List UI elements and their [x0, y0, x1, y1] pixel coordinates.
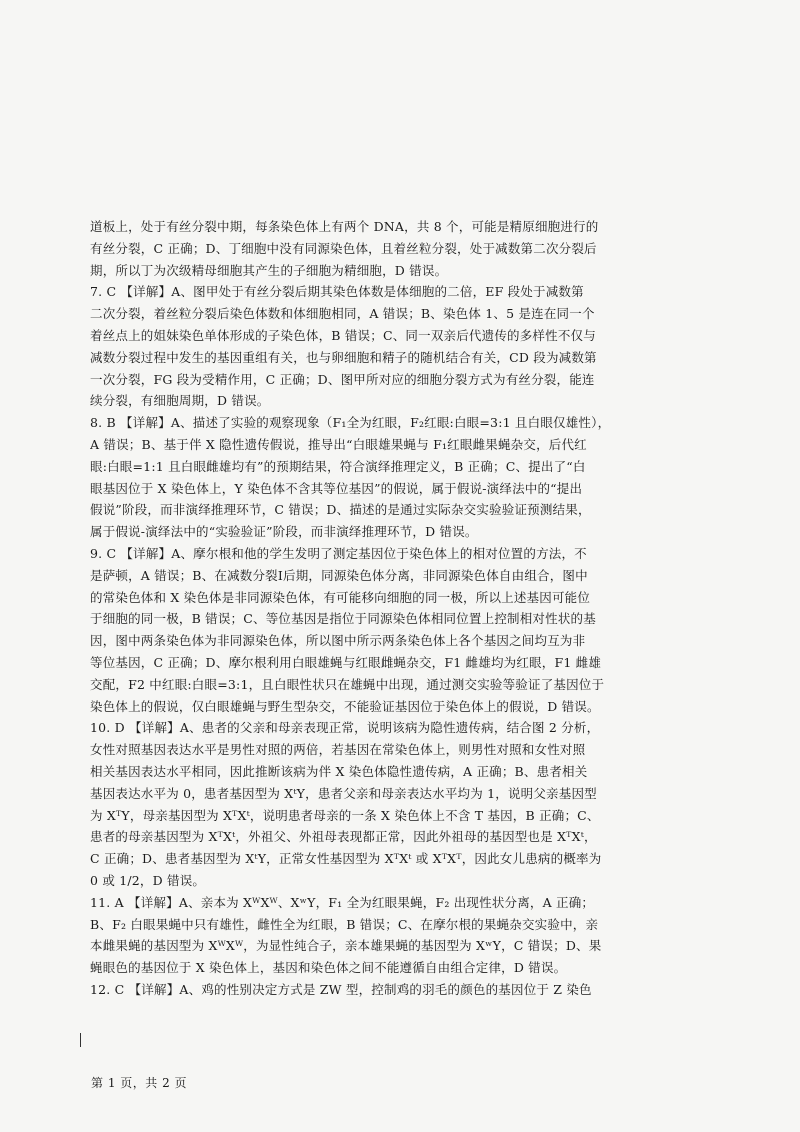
- text-line: 10. D 【详解】A、患者的父亲和母亲表现正常，说明该病为隐性遗传病，结合图 2 分析，: [90, 720, 600, 736]
- text-line: 续分裂，有细胞周期，D 错误。: [90, 393, 270, 409]
- text-line: 相关基因表达水平相同，因此推断该病为伴 X 染色体隐性遗传病，A 正确；B、患者相关: [90, 763, 588, 779]
- text-line: 一次分裂，FG 段为受精作用，C 正确；D、图甲所对应的细胞分裂方式为有丝分裂，能连: [90, 371, 595, 387]
- text-line: 12. C 【详解】A、鸡的性别决定方式是 ZW 型，控制鸡的羽毛的颜色的基因位于 Z 染色: [90, 981, 592, 997]
- answer-text: [90, 216, 688, 1001]
- text-line: 减数分裂过程中发生的基因重组有关，也与卵细胞和精子的随机结合有关，CD 段为减数第: [90, 349, 597, 365]
- text-line: 蝇眼色的基因位于 X 染色体上，基因和染色体之间不能遵循自由组合定律，D 错误。: [90, 960, 567, 976]
- text-line: 为 XᵀY，母亲基因型为 XᵀXᵗ，说明患者母亲的一条 X 染色体上不含 T 基因，B 正确；C、: [90, 807, 600, 823]
- text-line: 眼基因位于 X 染色体上，Y 染色体不含其等位基因”的假说，属于假说-演绎法中的“提出: [90, 480, 583, 496]
- margin-mark: [80, 1033, 81, 1047]
- text-line: 于细胞的同一极，B 错误；C、等位基因是指位于同源染色体相同位置上控制相对性状的基: [90, 611, 596, 627]
- text-line: 期，所以丁为次级精母细胞其产生的子细胞为精细胞，D 错误。: [90, 262, 448, 278]
- text-line: 等位基因，C 正确；D、摩尔根利用白眼雄蝇与红眼雌蝇杂交，F1 雌雄均为红眼，F1 雌雄: [90, 654, 602, 670]
- text-line: 有丝分裂，C 正确；D、丁细胞中没有同源染色体，且着丝粒分裂，处于减数第二次分裂后: [90, 240, 597, 256]
- text-line: 的常染色体和 X 染色体是非同源染色体，有可能移向细胞的同一极，所以上述基因可能位: [90, 589, 591, 605]
- text-line: 眼:白眼=1:1 且白眼雌雄均有”的预期结果，符合演绎推理定义，B 正确；C、提出了“白: [90, 458, 586, 474]
- text-line: 0 或 1/2，D 错误。: [90, 872, 206, 888]
- text-line: 本雌果蝇的基因型为 XᵂXᵂ，为显性纯合子，亲本雄果蝇的基因型为 XʷY，C 错误；D、果: [90, 938, 602, 954]
- text-line: 9. C 【详解】A、摩尔根和他的学生发明了测定基因位于染色体上的相对位置的方法，不: [90, 545, 587, 561]
- text-line: 患者的母亲基因型为 XᵀXᵗ，外祖父、外祖母表现都正常，因此外祖母的基因型也是 XᵀXᵗ，: [90, 829, 597, 845]
- text-line: A 错误；B、基于伴 X 隐性遗传假说，推导出“白眼雄果蝇与 F₁红眼雌果蝇杂交，后代红: [90, 436, 587, 452]
- text-line: 是萨顿，A 错误；B、在减数分裂Ⅰ后期，同源染色体分离，非同源染色体自由组合，图中: [90, 567, 588, 583]
- text-line: 道板上，处于有丝分裂中期，每条染色体上有两个 DNA，共 8 个，可能是精原细胞进行的: [90, 219, 599, 234]
- text-line: 因，图中两条染色体为非同源染色体，所以图中所示两条染色体上各个基因之间均互为非: [90, 633, 586, 649]
- page-footer: 第 1 页，共 2 页: [91, 1076, 188, 1090]
- text-line: 8. B 【详解】A、描述了实验的观察现象（F₁全为红眼，F₂红眼:白眼=3:1 且白眼仅雄性），: [90, 415, 611, 431]
- text-line: 染色体上的假说，仅白眼雄蝇与野生型杂交，不能验证基因位于染色体上的假说，D 错误。: [90, 698, 600, 714]
- text-line: 二次分裂，着丝粒分裂后染色体数和体细胞相同，A 错误；B、染色体 1、5 是连在同一个: [90, 306, 595, 322]
- text-line: C 正确；D、患者基因型为 XᵗY，正常女性基因型为 XᵀXᵗ 或 XᵀXᵀ，因此女儿患病的概率为: [90, 851, 602, 867]
- text-line: 女性对照基因表达水平是男性对照的两倍，若基因在常染色体上，则男性对照和女性对照: [90, 742, 586, 758]
- text-line: 基因表达水平为 0，患者基因型为 XᵗY，患者父亲和母亲表达水平均为 1，说明父亲基因型: [90, 785, 597, 801]
- text-line: 着丝点上的姐妹染色单体形成的子染色体，B 错误；C、同一双亲后代遗传的多样性不仅与: [90, 327, 596, 343]
- text-line: 7. C 【详解】A、图甲处于有丝分裂后期其染色体数是体细胞的二倍，EF 段处于减数第: [90, 284, 584, 300]
- text-line: 假说”阶段，而非演绎推理环节，C 错误；D、描述的是通过实际杂交实验验证预测结果，: [90, 502, 591, 518]
- text-line: 11. A 【详解】A、亲本为 XᵂXᵂ、XʷY，F₁ 全为红眼果蝇，F₂ 出现性状分离，A 正确；: [90, 894, 595, 910]
- text-line: B、F₂ 白眼果蝇中只有雄性，雌性全为红眼，B 错误；C、在摩尔根的果蝇杂交实验中，亲: [90, 916, 599, 932]
- text-line: 交配，F2 中红眼:白眼=3:1，且白眼性状只在雄蝇中出现，通过测交实验等验证了基因位于: [90, 676, 605, 692]
- text-line: 属于假说-演绎法中的“实验验证”阶段，而非演绎推理环节，D 错误。: [90, 524, 478, 540]
